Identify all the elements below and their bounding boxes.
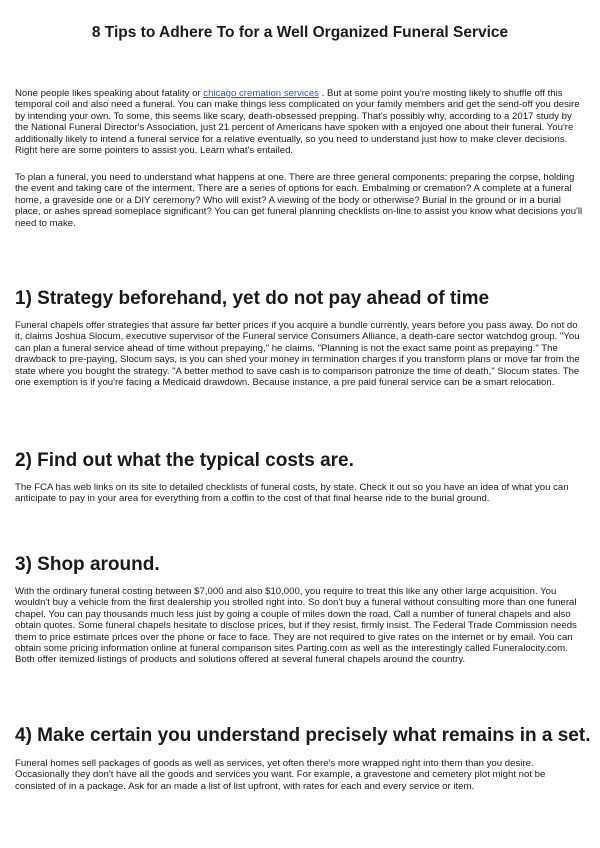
section-4-heading: 4) Make certain you understand precisely what remains in a set.	[15, 725, 591, 746]
section-2-body: The FCA has web links on its site to detailed checklists of funeral costs, by state. Check it out so you have an idea of what you can anticipate to pay in your area for everything from a coffin to the cost of that final hearse ride to the burial ground.	[15, 482, 569, 505]
intro-text-before-link: None people likes speaking about fatality or	[15, 88, 204, 99]
page-title: 8 Tips to Adhere To for a Well Organized Funeral Service	[91, 24, 509, 41]
section-2-heading: 2) Find out what the typical costs are.	[15, 450, 354, 471]
chicago-cremation-services-link[interactable]: chicago cremation services	[203, 88, 319, 99]
section-3-body: With the ordinary funeral costing between $7,000 and also $10,000, you require to treat this like any other large acquisition. You wouldn't buy a vehicle from the first dealership you strolled right into. So don't buy a funeral without consulting more than one funeral chapel. You can pay thousands much less just by going a couple of miles down the road. Call a number of funeral chapels and also obtain quotes. Some funeral chapels hesitate to disclose prices, but if they resist, firmly insist. The Federal Trade Commission needs them to price estimate prices over the phone or face to face. They are not required to give rates on the internet or by email. You can obtain some pricing information online at funeral comparison sites Parting.com as well as the interestingly called Funeralocity.com. Both offer itemized listings of products and solutions offered at several funeral chapels around the country.	[15, 586, 577, 666]
section-1-body: Funeral chapels offer strategies that assure far better prices if you acquire a bundle currently, years before you pass away. Do not do it, claims Joshua Slocum, executive supervisor of the Funeral service Consumers Alliance, a death-care sector watchdog group. "You can plan a funeral service ahead of time without prepaying," he claims. "Planning is not the exact same point as prepaying." The drawback to pre-paying, Slocum says, is you can shed your money in termination charges if you transform plans or move far from the state where you bought the strategy. "A better method to save cash is to comparison patronize the time of death," Slocum states. The one exemption is if you're facing a Medicaid drawdown. Because instance, a pre paid funeral service can be a smart relocation.	[15, 320, 580, 389]
section-1-heading: 1) Strategy beforehand, yet do not pay ahead of time	[15, 288, 490, 309]
section-3-heading: 3) Shop around.	[15, 554, 160, 575]
section-4-body: Funeral homes sell packages of goods as well as services, yet often there's more wrapped right into them than you desire. Occasionally they don't have all the goods and services you want. For example, a gravestone and cemetery plot might not be consisted of in a package. Ask for an made a list of list upfront, with rates for each and every service or item.	[15, 758, 546, 792]
planning-paragraph: To plan a funeral, you need to understand what happens at one. There are three general components: preparing the corpse, holding the event and taking care of the interment. There are a series of options for each. Embalming or cremation? A complete at a funeral home, a graveside one or a DIY ceremony? Who will exist? A viewing of the body or otherwise? Burial in the ground or in a burial place, or ashes spread someplace significant? You can get funeral planning checklists on-line to assist you know what decisions you'll need to make.	[15, 172, 583, 229]
intro-paragraph	[15, 88, 587, 156]
intro-text-after-link: . But at some point you're mosting likely to shuffle off this temporal coil and also need a funeral. You can make things less complicated on your family members and get the send-off you desire by intending your own. To some, this seems like scary, death-obsessed prepping. That's possibly why, according to a 2017 study by the National Funeral Director's Association, just 21 percent of Americans have spoken with a enjoyed one about their funeral. You're additionally likely to intend a funeral service for a relative eventually, so you need to understand just how to make clever decisions. Right here are some pointers to assist you. Learn what's entailed.	[15, 88, 580, 157]
